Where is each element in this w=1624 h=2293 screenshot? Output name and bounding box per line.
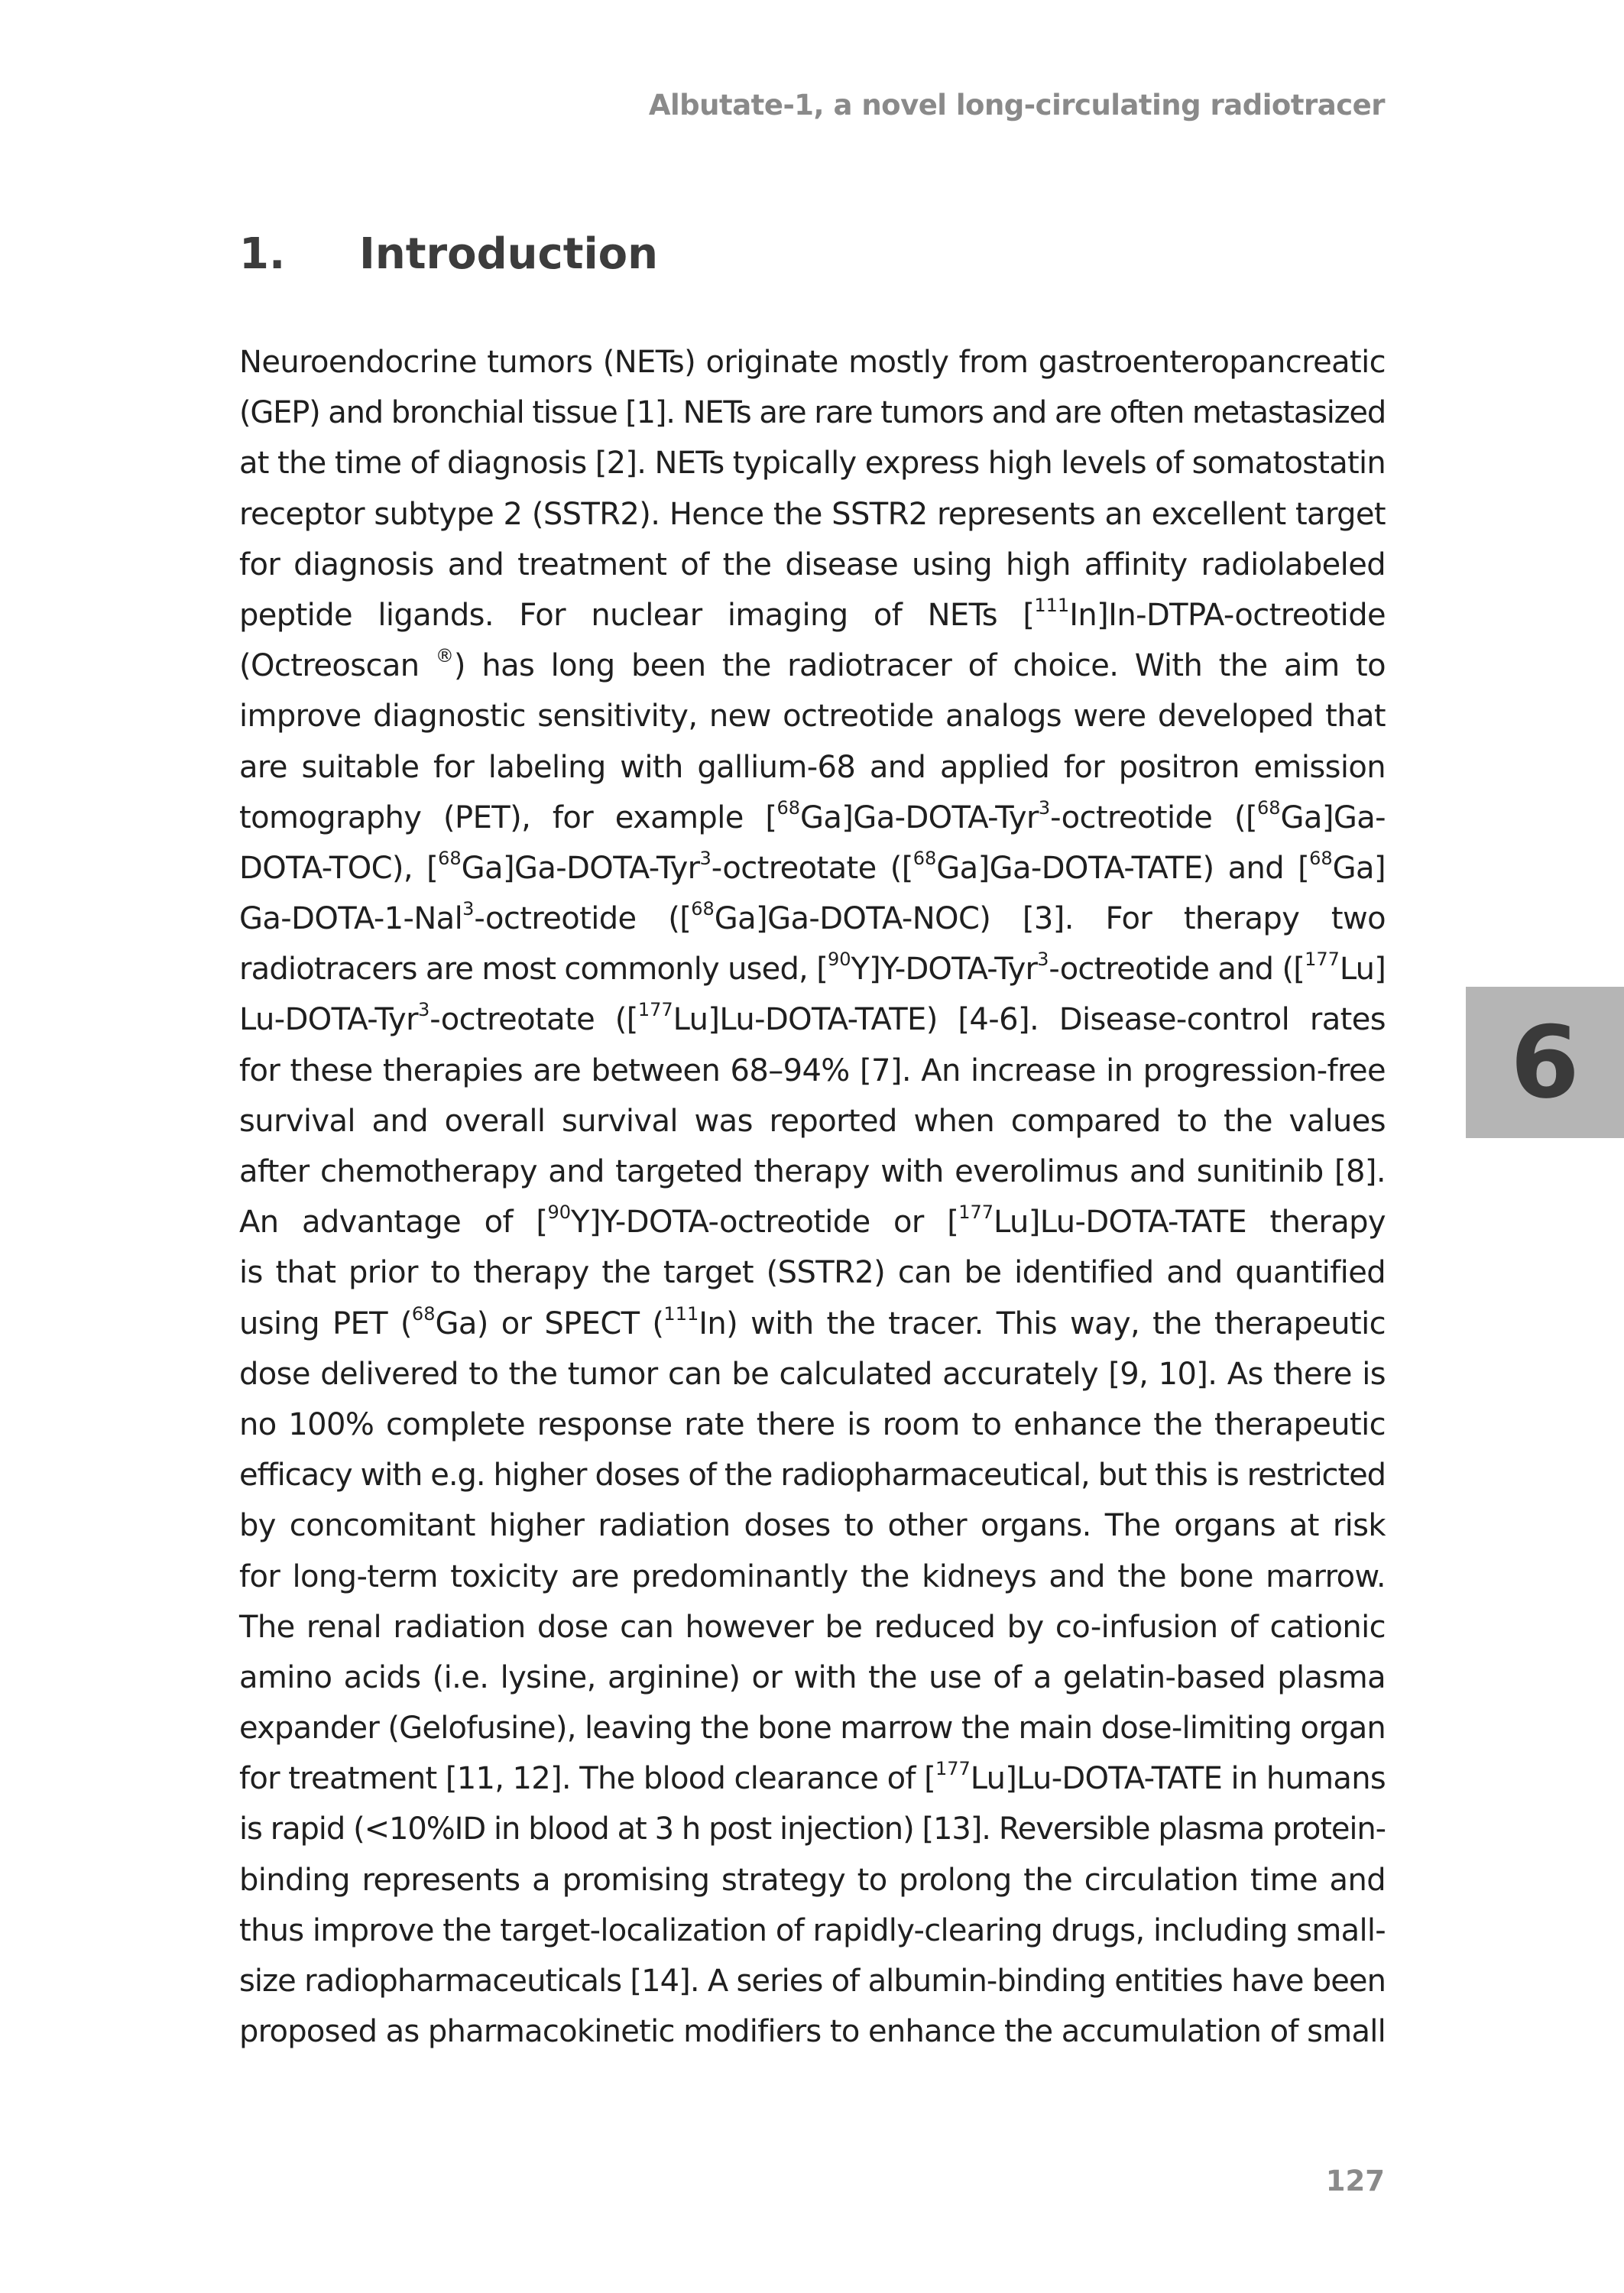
text-line <box>239 1703 1386 1753</box>
text-run: is that prior to therapy the target (SSTR2) can be identified and quantified <box>239 1255 1386 1291</box>
text-run: Lu]Lu-DOTA-TATE in humans <box>970 1761 1386 1797</box>
text-line <box>239 1146 1386 1197</box>
text-run: improve diagnostic sensitivity, new octreotide analogs were developed that <box>239 699 1386 735</box>
chapter-tab-number: 6 <box>1510 1004 1580 1121</box>
text-run: DOTA-TOC), [ <box>239 850 439 886</box>
text-run: by concomitant higher radiation doses to other organs. The organs at risk <box>239 1508 1386 1544</box>
text-line <box>239 1450 1386 1500</box>
text-line <box>239 2006 1386 2057</box>
text-run: ) has long been the radiotracer of choice. With the aim to <box>453 648 1386 684</box>
superscript: 3 <box>699 847 712 869</box>
superscript: 90 <box>828 949 851 971</box>
text-run: for long-term toxicity are predominantly the kidneys and the bone marrow. <box>239 1558 1386 1594</box>
text-line <box>239 944 1386 994</box>
superscript: 90 <box>547 1202 571 1224</box>
text-line <box>239 1652 1386 1703</box>
superscript: 111 <box>663 1302 699 1325</box>
text-run: The renal radiation dose can however be reduced by co-infusion of cationic <box>239 1609 1386 1645</box>
text-run: proposed as pharmacokinetic modifiers to enhance the accumulation of small <box>239 2014 1386 2050</box>
text-run: Ga]Ga-DOTA-TATE) and [ <box>936 850 1310 886</box>
text-run: Ga]Ga-DOTA-Tyr <box>461 850 700 886</box>
text-run: expander (Gelofusine), leaving the bone marrow the main dose-limiting organ <box>239 1711 1386 1747</box>
text-run: dose delivered to the tumor can be calculated accurately [9, 10]. As there is <box>239 1356 1386 1392</box>
text-line <box>239 1247 1386 1298</box>
section-heading <box>239 229 658 279</box>
text-run: Lu]Lu-DOTA-TATE therapy <box>994 1205 1386 1241</box>
superscript: 68 <box>776 796 800 819</box>
text-run: Y]Y-DOTA-octreotide or [ <box>570 1205 959 1241</box>
page-number: 127 <box>1325 2165 1385 2197</box>
superscript: 68 <box>438 847 462 869</box>
text-run: Y]Y-DOTA-Tyr <box>851 952 1038 988</box>
text-line <box>239 388 1386 438</box>
text-run: for these therapies are between 68–94% [7]. An increase in progression-free <box>239 1052 1386 1088</box>
text-run: for treatment [11, 12]. The blood clearance of [ <box>239 1761 935 1797</box>
text-line <box>239 1602 1386 1652</box>
superscript: ® <box>435 645 454 667</box>
text-run: Ga) or SPECT ( <box>435 1305 664 1341</box>
text-run: -octreotate ([ <box>711 850 913 886</box>
text-line <box>239 1956 1386 2006</box>
text-line <box>239 1804 1386 1854</box>
text-line <box>239 994 1386 1045</box>
section-number: 1. <box>239 229 286 279</box>
text-run: In]In-DTPA-octreotide <box>1069 597 1386 633</box>
text-run: radiotracers are most commonly used, [ <box>239 952 828 988</box>
text-line <box>239 742 1386 793</box>
text-line <box>239 1753 1386 1804</box>
superscript: 177 <box>935 1758 971 1780</box>
text-run: Ga]Ga- <box>1280 799 1386 835</box>
text-run: Ga] <box>1332 850 1386 886</box>
text-run: binding represents a promising strategy to prolong the circulation time and <box>239 1862 1386 1898</box>
text-run: Lu] <box>1339 952 1386 988</box>
text-line <box>239 843 1386 894</box>
text-run: after chemotherapy and targeted therapy with everolimus and sunitinib [8]. <box>239 1154 1386 1189</box>
text-run: Neuroendocrine tumors (NETs) originate mostly from gastroenteropancreatic <box>239 345 1386 380</box>
text-line <box>239 641 1386 691</box>
superscript: 177 <box>958 1202 994 1224</box>
text-run: In) with the tracer. This way, the therapeutic <box>699 1305 1386 1341</box>
text-run: amino acids (i.e. lysine, arginine) or with the use of a gelatin-based plasma <box>239 1659 1386 1695</box>
text-line <box>239 1905 1386 1956</box>
text-line <box>239 1046 1386 1096</box>
text-run: is rapid (<10%ID in blood at 3 h post injection) [13]. Reversible plasma protein- <box>239 1811 1386 1847</box>
text-line <box>239 1299 1386 1349</box>
text-line <box>239 540 1386 590</box>
text-run: at the time of diagnosis [2]. NETs typically express high levels of somatostatin <box>239 446 1386 482</box>
text-run: -octreotide ([ <box>474 901 692 937</box>
section-title: Introduction <box>359 229 659 279</box>
text-run: no 100% complete response rate there is room to enhance the therapeutic <box>239 1406 1386 1442</box>
text-run: -octreotide ([ <box>1050 799 1257 835</box>
text-run: tomography (PET), for example [ <box>239 799 777 835</box>
text-line <box>239 691 1386 741</box>
text-run: Lu-DOTA-Tyr <box>239 1002 418 1038</box>
text-run: using PET ( <box>239 1305 412 1341</box>
superscript: 68 <box>691 898 715 920</box>
text-line <box>239 337 1386 388</box>
superscript: 68 <box>1256 796 1281 819</box>
text-line <box>239 590 1386 641</box>
superscript: 111 <box>1034 594 1070 616</box>
superscript: 68 <box>912 847 937 869</box>
text-line <box>239 1096 1386 1146</box>
superscript: 68 <box>411 1302 436 1325</box>
text-line <box>239 894 1386 944</box>
text-run: Ga-DOTA-1-Nal <box>239 901 463 937</box>
text-line <box>239 1500 1386 1551</box>
running-header: Albutate-1, a novel long-circulating radiotracer <box>648 89 1385 122</box>
text-line <box>239 1552 1386 1602</box>
text-line <box>239 438 1386 488</box>
superscript: 3 <box>417 999 430 1021</box>
text-run: -octreotide and ([ <box>1049 952 1305 988</box>
superscript: 68 <box>1309 847 1333 869</box>
text-run: Ga]Ga-DOTA-Tyr <box>799 799 1039 835</box>
text-line <box>239 1855 1386 1905</box>
superscript: 3 <box>1037 949 1049 971</box>
superscript: 3 <box>462 898 475 920</box>
text-run: -octreotate ([ <box>430 1002 638 1038</box>
text-run: Ga]Ga-DOTA-NOC) [3]. For therapy two <box>714 901 1386 937</box>
text-line <box>239 793 1386 843</box>
text-run: (Octreoscan <box>239 648 436 684</box>
text-line <box>239 489 1386 540</box>
text-run: are suitable for labeling with gallium-68 and applied for positron emission <box>239 749 1386 785</box>
introduction-paragraph <box>239 337 1386 2057</box>
text-line <box>239 1197 1386 1247</box>
text-run: for diagnosis and treatment of the disease using high affinity radiolabeled <box>239 546 1386 582</box>
text-run: thus improve the target-localization of rapidly-clearing drugs, including small- <box>239 1912 1386 1948</box>
text-line <box>239 1349 1386 1399</box>
chapter-tab <box>1466 987 1624 1138</box>
text-run: (GEP) and bronchial tissue [1]. NETs are rare tumors and are often metastasized <box>239 395 1386 431</box>
text-run: efficacy with e.g. higher doses of the radiopharmaceutical, but this is restricted <box>239 1458 1386 1494</box>
text-run: survival and overall survival was reported when compared to the values <box>239 1103 1386 1139</box>
text-run: An advantage of [ <box>239 1205 548 1241</box>
text-run: receptor subtype 2 (SSTR2). Hence the SSTR2 represents an excellent target <box>239 496 1386 532</box>
text-run: peptide ligands. For nuclear imaging of NETs [ <box>239 597 1035 633</box>
text-line <box>239 1399 1386 1450</box>
superscript: 177 <box>637 999 673 1021</box>
text-run: Lu]Lu-DOTA-TATE) [4-6]. Disease-control rates <box>673 1002 1386 1038</box>
text-run: size radiopharmaceuticals [14]. A series of albumin-binding entities have been <box>239 1964 1386 1999</box>
superscript: 177 <box>1305 949 1340 971</box>
superscript: 3 <box>1038 796 1051 819</box>
